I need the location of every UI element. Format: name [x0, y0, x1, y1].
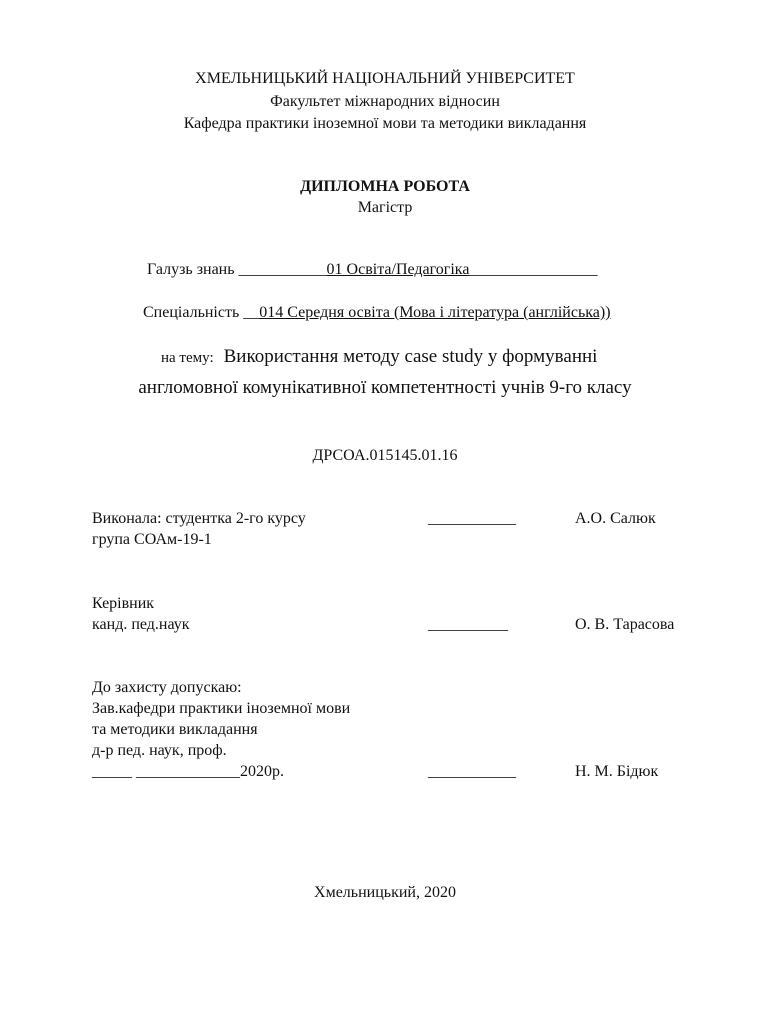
field-value: 01 Освіта/Педагогіка: [326, 261, 470, 278]
topic-row-1: [161, 345, 597, 369]
admission-line-1: До захисту допускаю:: [92, 679, 242, 696]
topic-label: на тему:: [161, 350, 214, 366]
field-label: Галузь знань: [147, 261, 235, 278]
head-signature-blank: ___________: [428, 763, 516, 780]
degree: Магістр: [357, 199, 413, 216]
student-line-1: Виконала: студентка 2-го курсу: [92, 510, 306, 527]
university-name: ХМЕЛЬНИЦЬКИЙ НАЦІОНАЛЬНИЙ УНІВЕРСИТЕТ: [195, 70, 575, 87]
supervisor-name: О. В. Тарасова: [575, 616, 675, 633]
topic-line-1: Використання методу case study у формуванні: [223, 346, 598, 367]
admission-line-4: д-р пед. наук, проф.: [92, 742, 227, 759]
supervisor-degree: канд. пед.наук: [92, 616, 190, 633]
specialty-value: 014 Середня освіта (Мова і література (англійська)): [259, 304, 611, 321]
admission-line-3: та методики викладання: [92, 721, 258, 738]
field-prefix-blank: ___________: [238, 261, 327, 278]
work-type: ДИПЛОМНА РОБОТА: [300, 178, 470, 195]
faculty-name: Факультет міжнародних відносин: [270, 93, 500, 110]
student-name: А.О. Салюк: [575, 510, 656, 527]
supervisor-signature-blank: __________: [428, 616, 508, 633]
admission-line-2: Зав.кафедри практики іноземної мови: [92, 700, 351, 717]
topic-line-2: англомовної комунікативної компетентності учнів 9-го класу: [138, 377, 632, 398]
student-group: група СОАм-19-1: [92, 531, 212, 548]
specialty-label: Спеціальність: [143, 304, 240, 321]
department-name: Кафедра практики іноземної мови та методики викладання: [183, 115, 587, 132]
head-name: Н. М. Бідюк: [575, 763, 659, 780]
field-of-knowledge-row: [147, 260, 597, 280]
document-code: ДРСОА.015145.01.16: [312, 447, 458, 464]
supervisor-title: Керівник: [92, 595, 155, 612]
specialty-prefix-blank: __: [243, 304, 260, 321]
student-signature-blank: ___________: [428, 510, 516, 527]
city-year: Хмельницький, 2020: [314, 884, 456, 901]
specialty-row: [143, 303, 611, 323]
field-suffix-blank: ________________: [469, 261, 598, 278]
admission-date-line: _____ _____________2020р.: [92, 763, 284, 780]
